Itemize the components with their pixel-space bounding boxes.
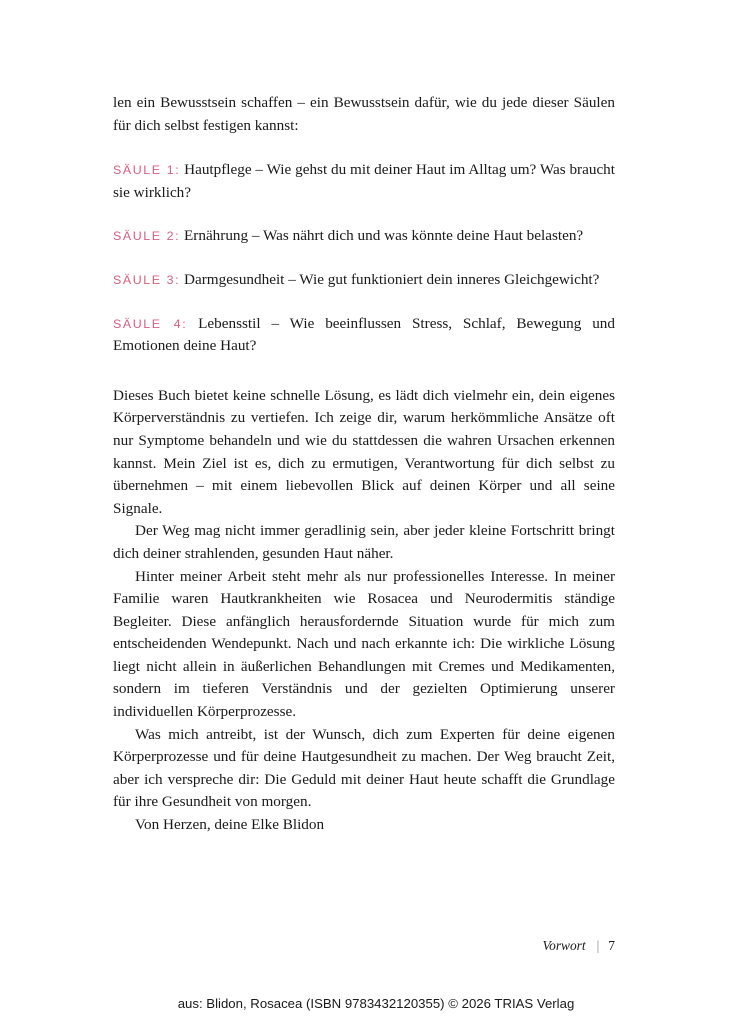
pillar-label-2: SÄULE 2: — [113, 229, 181, 244]
pillar-item-4 — [113, 313, 615, 358]
pillar-text-2: Ernährung – Was nährt dich und was könnte deine Haut belasten? — [184, 227, 584, 245]
pillar-item-1 — [113, 159, 615, 204]
pillar-item-2 — [113, 225, 615, 248]
pillar-label-3: SÄULE 3: — [113, 272, 181, 287]
pillar-text-4: Lebensstil – Wie beeinflussen Stress, Schlaf, Bewegung und Emotionen deine Haut? — [113, 314, 615, 355]
pillar-label-1: SÄULE 1: — [113, 163, 181, 178]
page-number: 7 — [608, 938, 615, 953]
body-text-block — [113, 385, 615, 837]
pillar-text-1: Hautpflege – Wie gehst du mit deiner Haut im Alltag um? Was braucht sie wirklich? — [113, 161, 616, 201]
body-paragraph-4: Was mich antreibt, ist der Wunsch, dich zum Experten für deine eigenen Körperprozesse und für deine Hautgesundheit zu machen. Der Weg braucht Zeit, aber ich verspreche dir: Die Geduld mit deiner Haut heute schafft die Grundlage für ihre Gesundheit von morgen. — [113, 725, 615, 811]
page-footer — [113, 938, 615, 954]
footer-section-label: Vorwort — [542, 938, 586, 953]
body-paragraph-3: Hinter meiner Arbeit steht mehr als nur professionelles Interesse. In meiner Familie waren Hautkrankheiten wie Rosacea und Neurodermitis ständige Begleiter. Diese anfänglich herausfordernde Situation wurde für mich zum entscheidenden Wendepunkt. Nach und nach erkannte ich: Die wirkliche Lösung liegt nicht allein in äußerlichen Behandlungen mit Cremes und Medikamenten, sondern im tieferen Verständnis und der gezielten Optimierung unserer individuellen Körperprozesse. — [113, 567, 615, 721]
body-paragraph-5: Von Herzen, deine Elke Blidon — [135, 816, 325, 834]
pillar-text-3: Darmgesundheit – Wie gut funktioniert dein inneres Gleichgewicht? — [184, 270, 600, 288]
intro-paragraph: len ein Bewusstsein schaffen – ein Bewusstsein dafür, wie du jede dieser Säulen für dich selbst festigen kannst: — [113, 94, 615, 134]
pillar-item-3 — [113, 269, 615, 292]
body-paragraph-2: Der Weg mag nicht immer geradlinig sein, aber jeder kleine Fortschritt bringt dich deiner strahlenden, gesunden Haut näher. — [113, 522, 615, 562]
page-content — [113, 92, 615, 837]
pillar-label-4: SÄULE 4: — [113, 316, 188, 331]
source-note: aus: Blidon, Rosacea (ISBN 9783432120355) © 2026 TRIAS Verlag — [177, 996, 575, 1011]
body-paragraph-1: Dieses Buch bietet keine schnelle Lösung, es lädt dich vielmehr ein, dein eigenes Körperverständnis zu vertiefen. Ich zeige dir, warum herkömmliche Ansätze oft nur Symptome behandeln und wie du stattdessen die wahren Ursachen erkennen kannst. Mein Ziel ist es, dich zu ermutigen, Verantwortung für dich selbst zu übernehmen – mit einem liebevollen Blick auf deinen Körper und all seine Signale. — [113, 386, 615, 517]
footer-separator: | — [596, 938, 600, 953]
